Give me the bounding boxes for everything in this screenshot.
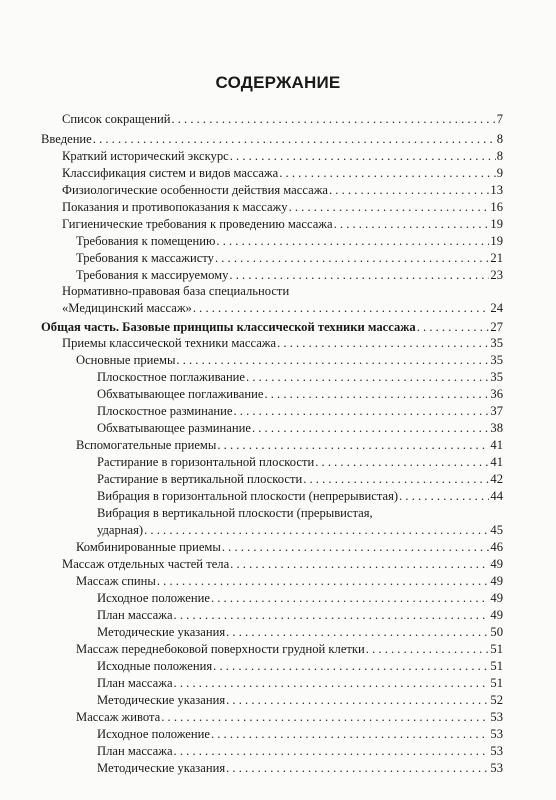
toc-entry[interactable] (76, 709, 503, 726)
dot-leader (174, 743, 490, 760)
toc-entry[interactable] (62, 335, 503, 352)
toc-page-number: 49 (490, 591, 503, 605)
toc-page-number: 19 (490, 217, 503, 231)
dot-leader (230, 556, 489, 573)
toc-entry-title: Требования к массируемому (76, 268, 229, 282)
toc-page-number: 35 (490, 353, 503, 367)
toc-entry-title: Физиологические особенности действия массажа (62, 183, 328, 197)
toc-page-number: 21 (490, 251, 503, 265)
toc-page-number: 51 (490, 676, 503, 690)
toc-entry-title: Вибрация в горизонтальной плоскости (непрерывистая) (97, 489, 399, 503)
dot-leader (230, 148, 496, 165)
toc-page-number: 36 (490, 387, 503, 401)
toc-page-number: 53 (490, 727, 503, 741)
toc-entry[interactable] (62, 111, 503, 128)
toc-page-number: 8 (496, 132, 503, 146)
toc-entry-title: Исходное положение (97, 591, 210, 605)
toc-entry[interactable] (76, 539, 503, 556)
dot-leader (216, 233, 489, 250)
toc-entry[interactable] (62, 199, 503, 216)
toc-page-number: 9 (496, 166, 503, 180)
toc-page-number: 19 (490, 234, 503, 248)
dot-leader (211, 726, 489, 743)
toc-page-number: 41 (490, 455, 503, 469)
toc-entry-title: Классификация систем и видов массажа (62, 166, 279, 180)
dot-leader (157, 573, 490, 590)
toc-entry-title: Вибрация в вертикальной плоскости (прерывистая, (97, 506, 373, 520)
toc-entry-title: Массаж переднебоковой поверхности грудной клетки (76, 642, 365, 656)
dot-leader (217, 437, 489, 454)
toc-entry[interactable] (62, 165, 503, 182)
dot-leader (222, 539, 490, 556)
dot-leader (226, 760, 489, 777)
toc-entry-title: Требования к массажисту (76, 251, 214, 265)
toc-entry[interactable] (76, 352, 503, 369)
toc-entry-title: Вспомогательные приемы (76, 438, 217, 452)
toc-entry[interactable] (97, 488, 503, 505)
toc-entry-title: План массажа (97, 676, 173, 690)
dot-leader (399, 488, 489, 505)
dot-leader (226, 692, 489, 709)
toc-page-number: 46 (490, 540, 503, 554)
toc-entry-title-continuation: «Медицинский массаж» (62, 301, 192, 315)
toc-page-number: 53 (490, 761, 503, 775)
toc-entry[interactable] (76, 233, 503, 250)
toc-page-number: 16 (490, 200, 503, 214)
toc-page-number: 24 (490, 301, 503, 315)
toc-entry[interactable] (41, 131, 503, 148)
toc-entry[interactable] (62, 182, 503, 199)
toc-page-number: 49 (490, 608, 503, 622)
toc-page-number: 42 (490, 472, 503, 486)
toc-page-number: 51 (490, 642, 503, 656)
toc-entry-title-continuation: ударная) (97, 523, 144, 537)
toc-entry[interactable] (97, 505, 503, 539)
toc-page-number: 50 (490, 625, 503, 639)
toc-entry-title: Растирание в горизонтальной плоскости (97, 455, 315, 469)
toc-entry[interactable] (41, 319, 503, 336)
toc-page-number: 37 (490, 404, 503, 418)
toc-entry[interactable] (97, 607, 503, 624)
toc-entry[interactable] (62, 556, 503, 573)
toc-entry-title: Краткий исторический экскурс (62, 149, 229, 163)
toc-entry-title: Методические указания (97, 761, 226, 775)
toc-page-number: 49 (490, 574, 503, 588)
toc-entry[interactable] (97, 590, 503, 607)
toc-entry-title: Методические указания (97, 693, 226, 707)
dot-leader (215, 250, 489, 267)
dot-leader (211, 590, 489, 607)
toc-entry-title: Общая часть. Базовые принципы классической техники массажа (41, 320, 416, 334)
toc-entry[interactable] (76, 641, 503, 658)
toc-entry-title: Методические указания (97, 625, 226, 639)
toc-page-number: 13 (490, 183, 503, 197)
dot-leader (213, 658, 489, 675)
toc-entry[interactable] (97, 420, 503, 437)
dot-leader (417, 319, 490, 336)
dot-leader (366, 641, 490, 658)
toc-entry[interactable] (97, 386, 503, 403)
toc-entry[interactable] (97, 692, 503, 709)
toc-entry[interactable] (97, 743, 503, 760)
toc-page-number: 45 (490, 523, 503, 537)
toc-entry-title: Требования к помещению (76, 234, 216, 248)
toc-page-number: 27 (490, 320, 503, 334)
dot-leader (329, 182, 489, 199)
page-title: СОДЕРЖАНИЕ (215, 73, 341, 92)
toc-page-number: 35 (490, 336, 503, 350)
dot-leader (303, 471, 489, 488)
toc-entry-title: Приемы классической техники массажа (62, 336, 277, 350)
toc-entry[interactable] (97, 624, 503, 641)
dot-leader (176, 352, 489, 369)
toc-entry-title: Плоскостное поглаживание (97, 370, 246, 384)
toc-entry-title: План массажа (97, 744, 173, 758)
toc-entry[interactable] (97, 658, 503, 675)
toc-entry[interactable] (97, 726, 503, 743)
toc-entry[interactable] (62, 148, 503, 165)
toc-entry-title: Массаж живота (76, 710, 161, 724)
toc-page-number: 7 (496, 112, 503, 126)
toc-entry[interactable] (97, 454, 503, 471)
dot-leader (315, 454, 489, 471)
toc-page-number: 41 (490, 438, 503, 452)
dot-leader (334, 216, 490, 233)
toc-entry-title: Гигиенические требования к проведению массажа (62, 217, 333, 231)
toc-entry[interactable] (97, 760, 503, 777)
dot-leader (93, 131, 496, 148)
toc-entry-title: Обхватывающее поглаживание (97, 387, 264, 401)
toc-entry-title: Введение (41, 132, 92, 146)
toc-entry-title: Плоскостное разминание (97, 404, 233, 418)
dot-leader (277, 335, 489, 352)
toc-page-number: 49 (490, 557, 503, 571)
toc-page-number: 51 (490, 659, 503, 673)
dot-leader (279, 165, 495, 182)
toc-entry[interactable] (97, 369, 503, 386)
toc-entry[interactable] (76, 267, 503, 284)
toc-page-number: 23 (490, 268, 503, 282)
dot-leader (229, 267, 489, 284)
dot-leader (144, 522, 489, 539)
toc-page-number: 35 (490, 370, 503, 384)
dot-leader (193, 300, 490, 317)
dot-leader (174, 675, 490, 692)
dot-leader (233, 403, 489, 420)
toc-entry[interactable] (97, 403, 503, 420)
toc-entry-title: Массаж отдельных частей тела (62, 557, 230, 571)
toc-entry-title: Массаж спины (76, 574, 156, 588)
toc-entry-title: Нормативно-правовая база специальности (62, 284, 290, 298)
toc-page-number: 52 (490, 693, 503, 707)
dot-leader (161, 709, 489, 726)
toc-entry-title: Обхватывающее разминание (97, 421, 251, 435)
dot-leader (174, 607, 490, 624)
toc-page-number: 53 (490, 710, 503, 724)
toc-entry-title: Исходное положение (97, 727, 210, 741)
toc-entry[interactable] (76, 573, 503, 590)
dot-leader (289, 199, 490, 216)
toc-entry[interactable] (97, 471, 503, 488)
toc-entry-title: Основные приемы (76, 353, 176, 367)
toc-entry-title: Список сокращений (62, 112, 171, 126)
toc-entry-title: Растирание в вертикальной плоскости (97, 472, 303, 486)
dot-leader (252, 420, 489, 437)
dot-leader (226, 624, 489, 641)
dot-leader (264, 386, 489, 403)
dot-leader (171, 111, 495, 128)
toc-entry-title: Исходные положения (97, 659, 213, 673)
toc-page-number: 44 (490, 489, 503, 503)
toc-entry[interactable] (62, 216, 503, 233)
toc-entry[interactable] (97, 675, 503, 692)
toc-entry-title: Комбинированные приемы (76, 540, 221, 554)
toc-entry-title: План массажа (97, 608, 173, 622)
dot-leader (246, 369, 489, 386)
toc-entry[interactable] (62, 283, 503, 317)
toc-entry-title: Показания и противопоказания к массажу (62, 200, 288, 214)
toc-entry[interactable] (76, 250, 503, 267)
toc-page-number: 53 (490, 744, 503, 758)
toc-page-number: 38 (490, 421, 503, 435)
toc-page-number: 8 (496, 149, 503, 163)
toc-entry[interactable] (76, 437, 503, 454)
